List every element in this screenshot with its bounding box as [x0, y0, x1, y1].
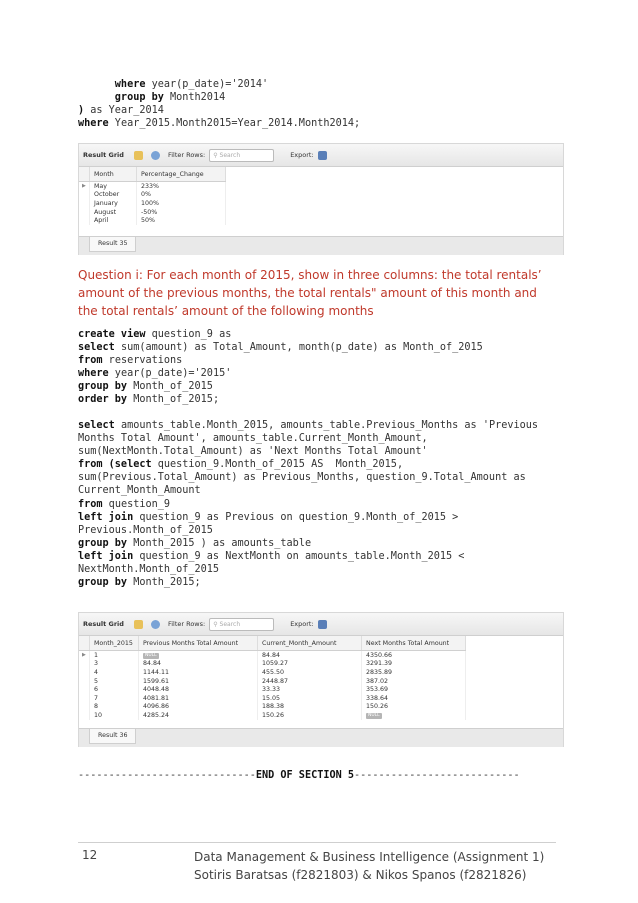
table-cell[interactable]: January	[90, 199, 137, 208]
refresh-icon[interactable]	[151, 151, 160, 160]
table-cell[interactable]: 387.02	[362, 677, 466, 686]
table-row[interactable]	[79, 668, 466, 677]
table-cell[interactable]: 100%	[137, 199, 226, 208]
table-cell[interactable]: 353.69	[362, 685, 466, 694]
table-cell[interactable]: 15.05	[258, 694, 362, 703]
code-line	[78, 380, 483, 393]
row-pointer-icon	[79, 677, 90, 686]
code-line	[78, 445, 538, 458]
column-header[interactable]: Month_2015	[90, 636, 139, 651]
code-block-top	[78, 78, 360, 130]
code-line	[78, 328, 483, 341]
footer-text	[194, 848, 544, 884]
sql-keyword: from (select	[78, 459, 152, 471]
result-table	[79, 636, 466, 720]
table-cell[interactable]: 0%	[137, 191, 226, 200]
export-label: Export:	[290, 151, 314, 159]
sql-keyword: group by	[78, 537, 128, 549]
table-row[interactable]	[79, 685, 466, 694]
code-line	[78, 78, 360, 91]
code-line	[78, 524, 538, 537]
table-row[interactable]	[79, 651, 466, 660]
table-row[interactable]	[79, 694, 466, 703]
grid-view-icon[interactable]	[134, 620, 143, 629]
code-line	[78, 91, 360, 104]
sql-text: Month_of_2015;	[127, 394, 220, 406]
table-cell[interactable]: 50%	[137, 216, 226, 225]
sql-text: sum(amount) as Total_Amount, month(p_date) as Month_of_2015	[114, 342, 483, 354]
code-line	[78, 563, 538, 576]
sql-text: NextMonth.Month_of_2015	[78, 564, 220, 576]
code-line	[78, 511, 538, 524]
sql-text: reservations	[102, 355, 183, 367]
grid-toolbar	[79, 613, 563, 636]
table-cell[interactable]: 4	[90, 668, 139, 677]
null-badge: NULL	[145, 653, 157, 659]
footer-line-1: Data Management & Business Intelligence (Assignment 1)	[194, 850, 545, 864]
table-cell[interactable]	[362, 711, 466, 720]
code-line	[78, 104, 360, 117]
sql-text: question_9 as Previous on question_9.Month_of_2015 >	[133, 511, 459, 523]
table-cell[interactable]: 1	[90, 651, 139, 660]
search-input[interactable]: ⚲ Search	[209, 149, 274, 162]
row-marker-header	[79, 167, 90, 182]
row-pointer-icon: ▶	[79, 651, 90, 660]
result-grid-label[interactable]: Result Grid	[83, 620, 124, 628]
row-pointer-icon	[79, 694, 90, 703]
row-pointer-icon: ▶	[79, 182, 90, 191]
table-row[interactable]	[79, 677, 466, 686]
table-cell[interactable]: 455.50	[258, 668, 362, 677]
sql-keyword: group by	[78, 92, 164, 104]
sql-keyword: from	[78, 498, 103, 510]
table-cell[interactable]: May	[90, 182, 137, 191]
table-cell[interactable]: 4096.86	[139, 703, 258, 712]
code-line	[78, 117, 360, 130]
sql-keyword: create view	[78, 329, 146, 340]
sql-text: sum(NextMonth.Total_Amount) as 'Next Months Total Amount'	[78, 446, 428, 458]
result-grid-label[interactable]: Result Grid	[83, 151, 124, 159]
sql-keyword: order by	[78, 394, 128, 406]
code-line	[78, 367, 483, 380]
grid-footer	[79, 728, 563, 747]
export-icon[interactable]	[318, 151, 327, 160]
sql-text: amounts_table.Month_2015, amounts_table.Previous_Months as 'Previous	[114, 420, 539, 431]
result-table	[79, 167, 226, 225]
code-line	[78, 550, 538, 563]
sql-text: Month_2015 ) as amounts_table	[127, 537, 312, 549]
code-block-create-view	[78, 328, 483, 407]
row-pointer-icon	[79, 703, 90, 712]
table-cell[interactable]: 84.84	[258, 651, 362, 660]
end-of-section-line: -----------------------------END OF SECTION 5---------------------------	[78, 770, 520, 781]
null-badge: NULL	[368, 713, 380, 719]
table-cell[interactable]: 4285.24	[139, 711, 258, 720]
table-cell[interactable]: 6	[90, 685, 139, 694]
table-row[interactable]	[79, 208, 226, 217]
table-cell[interactable]: 1144.11	[139, 668, 258, 677]
table-cell[interactable]: -50%	[137, 208, 226, 217]
sql-keyword: group by	[78, 381, 128, 393]
footer-divider	[78, 842, 556, 843]
sql-keyword: left join	[78, 550, 134, 562]
table-cell[interactable]: 5	[90, 677, 139, 686]
result-grid-35	[78, 143, 564, 255]
sql-text: Year_2015.Month2015=Year_2014.Month2014;	[108, 118, 361, 130]
row-pointer-icon	[79, 660, 90, 669]
grid-view-icon[interactable]	[134, 151, 143, 160]
sql-keyword: where	[78, 368, 109, 380]
code-line	[78, 341, 483, 354]
sql-text: Months Total Amount', amounts_table.Current_Month_Amount,	[78, 433, 428, 445]
table-cell[interactable]: August	[90, 208, 137, 217]
table-cell[interactable]: 84.84	[139, 660, 258, 669]
sql-keyword: select	[78, 420, 115, 431]
code-line	[78, 354, 483, 367]
table-cell[interactable]: 1059.27	[258, 660, 362, 669]
sql-text: Previous.Month_of_2015	[78, 524, 213, 536]
code-line	[78, 471, 538, 484]
sql-keyword: where	[78, 79, 146, 90]
code-line	[78, 576, 538, 589]
sql-keyword: left join	[78, 511, 134, 523]
search-input[interactable]: ⚲ Search	[209, 618, 274, 631]
table-row[interactable]	[79, 191, 226, 200]
refresh-icon[interactable]	[151, 620, 160, 629]
filter-rows-label: Filter Rows:	[167, 620, 206, 628]
sql-text: question_9 as	[145, 329, 232, 340]
row-pointer-icon	[79, 711, 90, 720]
sql-text: Month2014	[163, 92, 226, 104]
result-tab[interactable]: Result 36	[89, 729, 136, 744]
row-pointer-icon	[79, 199, 90, 208]
column-header[interactable]: Next Months Total Amount	[362, 636, 466, 651]
table-cell[interactable]: 10	[90, 711, 139, 720]
sql-keyword: where	[78, 118, 109, 130]
sql-text: question_9	[102, 498, 171, 510]
sql-text: year(p_date)='2014'	[145, 79, 269, 90]
sql-keyword: select	[78, 342, 115, 354]
code-line	[78, 432, 538, 445]
result-grid-36	[78, 612, 564, 747]
table-cell[interactable]: 233%	[137, 182, 226, 191]
table-cell[interactable]: April	[90, 216, 137, 225]
filter-rows-label: Filter Rows:	[167, 151, 206, 159]
table-cell[interactable]: 4081.81	[139, 694, 258, 703]
column-header[interactable]: Percentage_Change	[137, 167, 226, 182]
row-pointer-icon	[79, 208, 90, 217]
sql-text: as Year_2014	[84, 105, 164, 117]
page-number: 12	[82, 848, 98, 862]
sql-text: question_9 as NextMonth on amounts_table.Month_2015 <	[133, 550, 465, 562]
sql-text: Month_of_2015	[127, 381, 213, 393]
column-header[interactable]: Month	[90, 167, 137, 182]
code-line	[78, 458, 538, 471]
row-pointer-icon	[79, 668, 90, 677]
sql-keyword: group by	[78, 577, 128, 589]
code-line	[78, 537, 538, 550]
result-tab[interactable]: Result 35	[89, 237, 136, 252]
table-cell[interactable]: 2835.89	[362, 668, 466, 677]
export-label: Export:	[290, 620, 314, 628]
table-cell[interactable]: 338.64	[362, 694, 466, 703]
table-cell[interactable]: 3	[90, 660, 139, 669]
code-line	[78, 484, 538, 497]
row-marker-header	[79, 636, 90, 651]
table-cell[interactable]: 33.33	[258, 685, 362, 694]
table-cell[interactable]: 2448.87	[258, 677, 362, 686]
grid-footer	[79, 236, 563, 255]
sql-text: sum(Previous.Total_Amount) as Previous_Months, question_9.Total_Amount as	[78, 472, 526, 484]
table-row[interactable]	[79, 216, 226, 225]
sql-text: question_9.Month_of_2015 AS Month_2015,	[151, 459, 404, 471]
table-cell[interactable]: 8	[90, 703, 139, 712]
table-cell[interactable]: 150.26	[258, 711, 362, 720]
table-cell[interactable]: 7	[90, 694, 139, 703]
sql-text: year(p_date)='2015'	[108, 368, 232, 380]
table-cell[interactable]: 1599.61	[139, 677, 258, 686]
code-line	[78, 393, 483, 406]
footer-line-2: Sotiris Baratsas (f2821803) & Nikos Spanos (f2821826)	[194, 868, 527, 882]
table-cell[interactable]	[139, 651, 258, 660]
sql-keyword: )	[78, 105, 85, 117]
table-cell[interactable]: 3291.39	[362, 660, 466, 669]
table-cell[interactable]: 150.26	[362, 703, 466, 712]
grid-toolbar	[79, 144, 563, 167]
code-line	[78, 498, 538, 511]
sql-text: Current_Month_Amount	[78, 485, 201, 497]
table-cell[interactable]: 4048.48	[139, 685, 258, 694]
export-icon[interactable]	[318, 620, 327, 629]
code-block-select	[78, 419, 538, 589]
sql-text: Month_2015;	[127, 577, 201, 589]
table-cell[interactable]: October	[90, 191, 137, 200]
table-cell[interactable]: 4350.66	[362, 651, 466, 660]
question-text: Question i: For each month of 2015, show in three columns: the total rentals’ amount of the previous months, the total rentals" amount of this month and the total rentals’ amount of the following months	[78, 268, 542, 318]
table-row[interactable]	[79, 182, 226, 191]
sql-keyword: from	[78, 355, 103, 367]
table-row[interactable]	[79, 660, 466, 669]
table-row[interactable]	[79, 199, 226, 208]
table-row[interactable]	[79, 711, 466, 720]
table-row[interactable]	[79, 703, 466, 712]
column-header[interactable]: Current_Month_Amount	[258, 636, 362, 651]
row-pointer-icon	[79, 216, 90, 225]
row-pointer-icon	[79, 191, 90, 200]
column-header[interactable]: Previous Months Total Amount	[139, 636, 258, 651]
code-line	[78, 419, 538, 432]
table-cell[interactable]: 188.38	[258, 703, 362, 712]
row-pointer-icon	[79, 685, 90, 694]
